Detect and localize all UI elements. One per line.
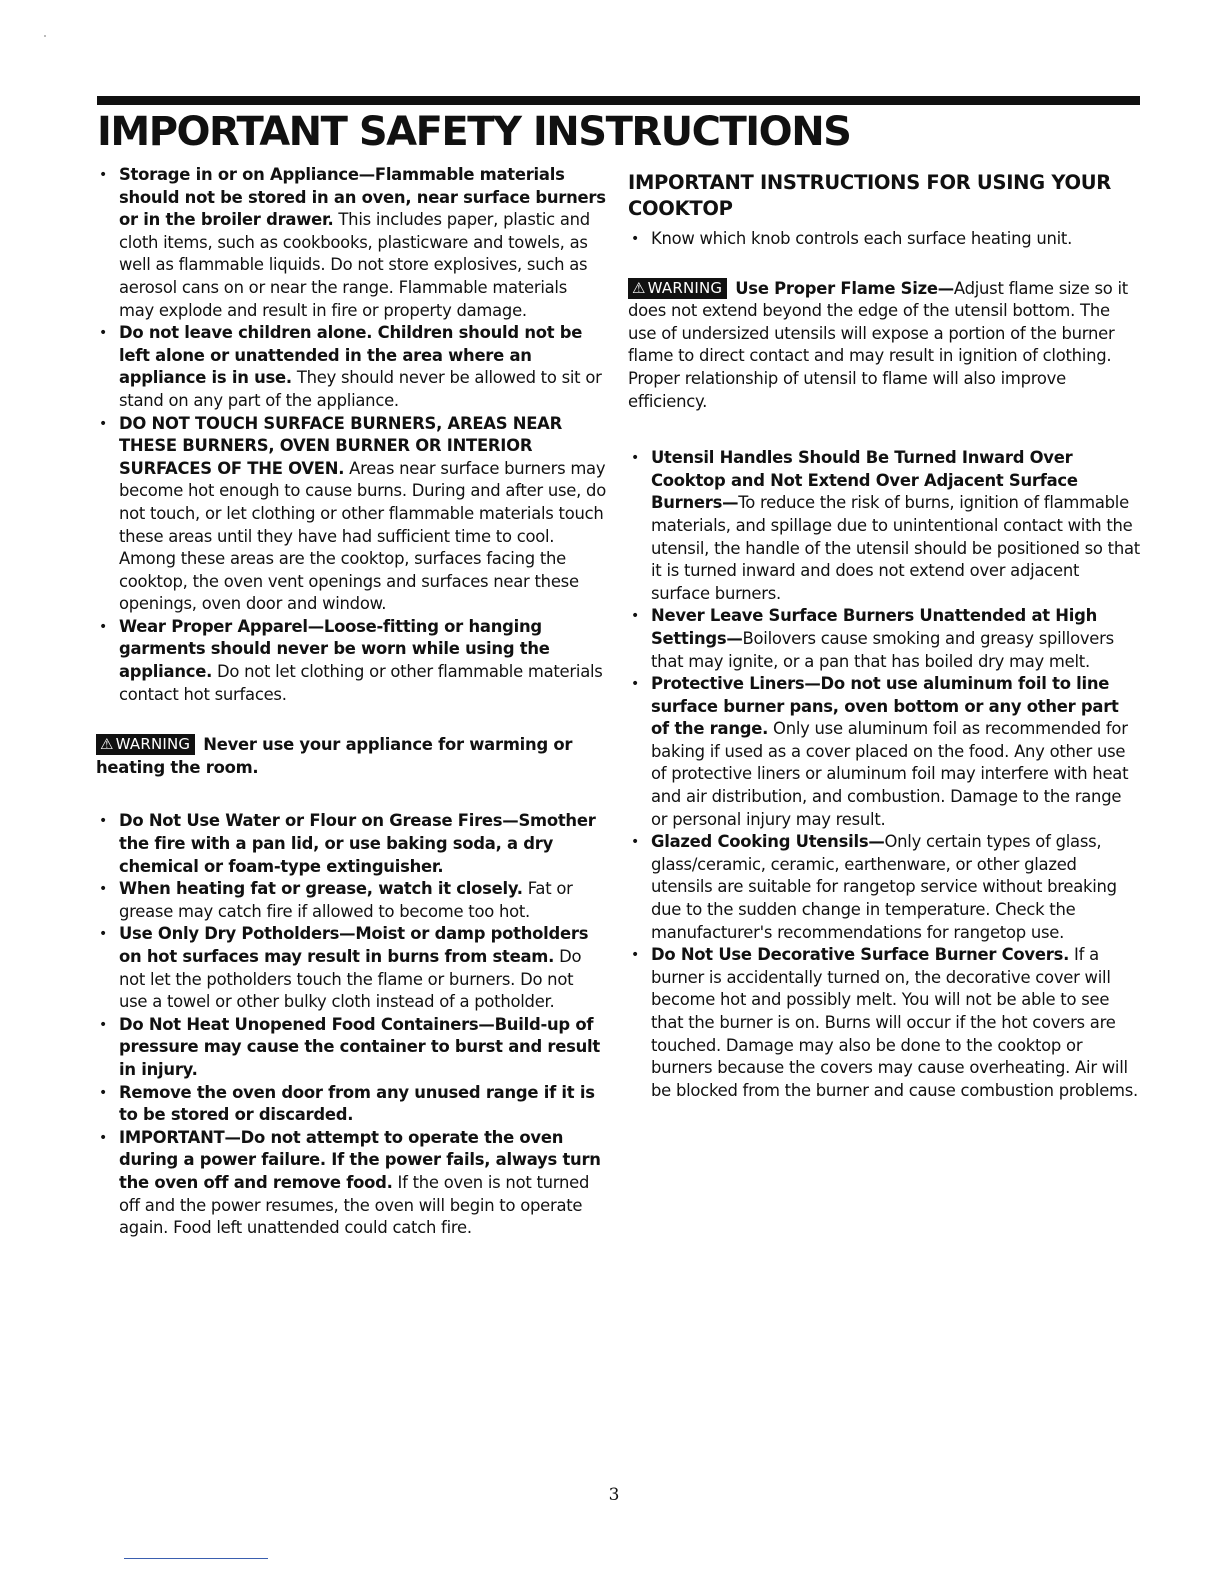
list-item: • Storage in or on Appliance—Flammable materials should not be stored in an oven, near surface burners or in the broiler drawer. This includes paper, plastic and cloth items, such as cookbooks, plasticware and towels, as well as flammable liquids. Do not store explosives, such as aerosol cans on or near the range. Flammable materials may explode and result in fire or property damage. [96, 164, 606, 322]
page-title: IMPORTANT SAFETY INSTRUCTIONS [97, 109, 851, 155]
warning-flame-size: ⚠ WARNING Use Proper Flame Size—Adjust flame size so it does not extend beyond the edge of the utensil bottom. The use of undersized utensils will expose a portion of the burner flame to direct contact and may result in ignition of clothing. Proper relationship of utensil to flame will also improve efficiency. [628, 278, 1128, 411]
list-item: • Do Not Use Decorative Surface Burner Covers. If a burner is accidentally turned on, the decorative cover will become hot and possibly melt. You will not be able to see that the burner is on. Burns will occur if the hot covers are touched. Damage may also be done to the cooktop or burners because the covers may cause overheating. Air will be blocked from the burner and cause combustion problems. [628, 944, 1140, 1102]
page-number: 3 [608, 1485, 620, 1505]
list-item: • Remove the oven door from any unused range if it is to be stored or discarded. [96, 1082, 606, 1127]
warning-badge: ⚠ WARNING [628, 278, 727, 299]
right-list [628, 447, 1140, 1102]
list-item: • Protective Liners—Do not use aluminum foil to line surface burner pans, oven bottom or any other part of the range. Only use aluminum foil as recommended for baking if used as a cover placed on the food. Any other use of protective liners or aluminum foil may interfere with heat and air distribution, and combustion. Damage to the range or personal injury may result. [628, 673, 1140, 831]
list-item: • Do not leave children alone. Children should not be left alone or unattended in the area where an appliance is in use. They should never be allowed to sit or stand on any part of the appliance. [96, 322, 606, 412]
list-item: • Do Not Heat Unopened Food Containers—Build-up of pressure may cause the container to burst and result in injury. [96, 1014, 606, 1082]
list-item: • IMPORTANT—Do not attempt to operate the oven during a power failure. If the power fails, always turn the oven off and remove food. If the oven is not turned off and the power resumes, the oven will begin to operate again. Food left unattended could catch fire. [96, 1127, 606, 1240]
list-item: • Never Leave Surface Burners Unattended at High Settings—Boilovers cause smoking and greasy spillovers that may ignite, or a pan that has boiled dry may melt. [628, 605, 1140, 673]
list-item: • Know which knob controls each surface heating unit. [628, 228, 1140, 251]
know-list [628, 228, 1140, 251]
list-item: • Do Not Use Water or Flour on Grease Fires—Smother the fire with a pan lid, or use baking soda, a dry chemical or foam-type extinguisher. [96, 810, 606, 878]
cooktop-heading: IMPORTANT INSTRUCTIONS FOR USING YOUR COOKTOP [628, 171, 1112, 220]
warning-triangle-icon: ⚠ [100, 735, 114, 754]
list-item: • Glazed Cooking Utensils—Only certain types of glass, glass/ceramic, ceramic, earthenware, or other glazed utensils are suitable for rangetop service without breaking due to the sudden change in temperature. Check the manufacturer's recommendations for rangetop use. [628, 831, 1140, 944]
list-item: • When heating fat or grease, watch it closely. Fat or grease may catch fire if allowed to become too hot. [96, 878, 606, 923]
right-column [628, 170, 1140, 1102]
list-item: • DO NOT TOUCH SURFACE BURNERS, AREAS NEAR THESE BURNERS, OVEN BURNER OR INTERIOR SURFACES OF THE OVEN. Areas near surface burners may become hot enough to cause burns. During and after use, do not touch, or let clothing or other flammable materials touch these areas until they have had sufficient time to cool. Among these areas are the cooktop, surfaces facing the cooktop, the oven vent openings and surfaces near these openings, oven door and window. [96, 413, 606, 616]
left-list-1 [96, 164, 606, 706]
list-item: • Utensil Handles Should Be Turned Inward Over Cooktop and Not Extend Over Adjacent Surface Burners—To reduce the risk of burns, ignition of flammable materials, and spillage due to unintentional contact with the utensil, the handle of the utensil should be positioned so that it is turned inward and does not extend over adjacent surface burners. [628, 447, 1140, 605]
list-item: • Wear Proper Apparel—Loose-fitting or hanging garments should never be worn while using the appliance. Do not let clothing or other flammable materials contact hot surfaces. [96, 616, 606, 706]
warning-heating: ⚠ WARNING Never use your appliance for warming or heating the room. [96, 735, 573, 777]
list-item: • Use Only Dry Potholders—Moist or damp potholders on hot surfaces may result in burns from steam. Do not let the potholders touch the flame or burners. Do not use a towel or other bulky cloth instead of a potholder. [96, 923, 606, 1013]
warning-badge: ⚠ WARNING [96, 734, 195, 755]
footer-line [124, 1558, 268, 1559]
header-rule [97, 96, 1140, 105]
scan-speck [44, 35, 46, 37]
warning-triangle-icon: ⚠ [632, 278, 646, 297]
left-column [96, 164, 606, 1240]
left-list-2 [96, 810, 606, 1239]
